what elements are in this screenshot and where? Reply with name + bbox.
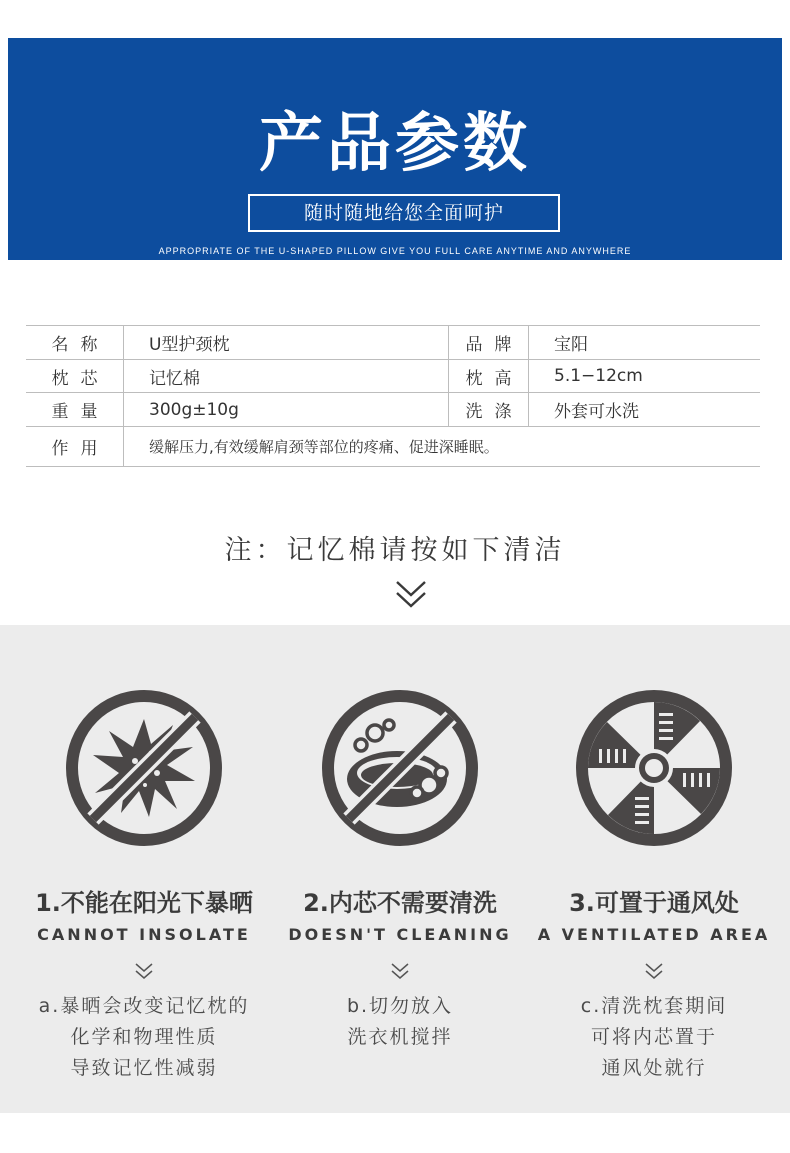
care-item-english: A VENTILATED AREA xyxy=(537,925,771,944)
care-item-description xyxy=(269,991,531,1053)
chevron-down-icon xyxy=(390,961,410,981)
spec-label-washing: 洗涤 xyxy=(448,393,528,426)
spec-label-usage: 作用 xyxy=(51,439,110,459)
banner-english-caption: APPROPRIATE OF THE U-SHAPED PILLOW GIVE YOU FULL CARE ANYTIME AND ANYWHERE xyxy=(158,246,632,256)
description-line: 导致记忆性减弱 xyxy=(70,1057,218,1079)
care-item-title: 1.不能在阳光下暴晒 xyxy=(35,889,253,917)
spec-value-washing: 外套可水洗 xyxy=(528,393,760,426)
no-washing-icon xyxy=(321,689,479,847)
care-item-description xyxy=(523,991,785,1084)
description-line: 通风处就行 xyxy=(601,1057,707,1079)
care-item-description xyxy=(13,991,275,1084)
cleaning-note-heading: 注：记忆棉请按如下清洁 xyxy=(224,535,566,566)
header-banner xyxy=(8,38,782,260)
spec-label-core: 枕芯 xyxy=(51,368,110,389)
description-line: b.切勿放入 xyxy=(346,995,454,1017)
spec-value-weight: 300g±10g xyxy=(123,393,448,426)
spec-label-brand: 品牌 xyxy=(448,326,528,359)
care-item-english: CANNOT INSOLATE xyxy=(37,925,251,944)
spec-label-height: 枕高 xyxy=(448,360,528,392)
description-line: 可将内芯置于 xyxy=(590,1026,717,1048)
chevron-down-icon xyxy=(134,961,154,981)
ventilation-fan-icon xyxy=(575,689,733,847)
table-row xyxy=(26,360,760,393)
table-row xyxy=(26,326,760,360)
spec-value-name: U型护颈枕 xyxy=(123,326,448,359)
description-line: c.清洗枕套期间 xyxy=(580,995,728,1017)
table-row xyxy=(26,427,760,467)
no-sunlight-icon xyxy=(65,689,223,847)
spec-label-weight: 重量 xyxy=(51,402,110,422)
care-instructions-section xyxy=(0,625,790,1113)
page-title: 产品参数 xyxy=(259,107,531,181)
banner-subtitle: 随时随地给您全面呵护 xyxy=(248,194,560,232)
care-item-title: 2.内芯不需要清洗 xyxy=(303,889,497,917)
spec-value-brand: 宝阳 xyxy=(528,326,760,359)
spec-table xyxy=(26,325,760,467)
description-line: 洗衣机搅拌 xyxy=(347,1026,453,1048)
spec-value-height: 5.1−12cm xyxy=(528,360,760,392)
spec-value-core: 记忆棉 xyxy=(123,360,448,392)
table-row xyxy=(26,393,760,427)
care-item-english: DOESN'T CLEANING xyxy=(288,925,512,944)
spec-label-name: 名称 xyxy=(51,335,110,355)
double-chevron-down-icon xyxy=(394,578,428,610)
description-line: 化学和物理性质 xyxy=(70,1026,218,1048)
chevron-down-icon xyxy=(644,961,664,981)
spec-value-usage: 缓解压力,有效缓解肩颈等部位的疼痛、促进深睡眠。 xyxy=(123,427,760,466)
description-line: a.暴晒会改变记忆枕的 xyxy=(38,995,250,1017)
care-item-title: 3.可置于通风处 xyxy=(569,889,739,917)
